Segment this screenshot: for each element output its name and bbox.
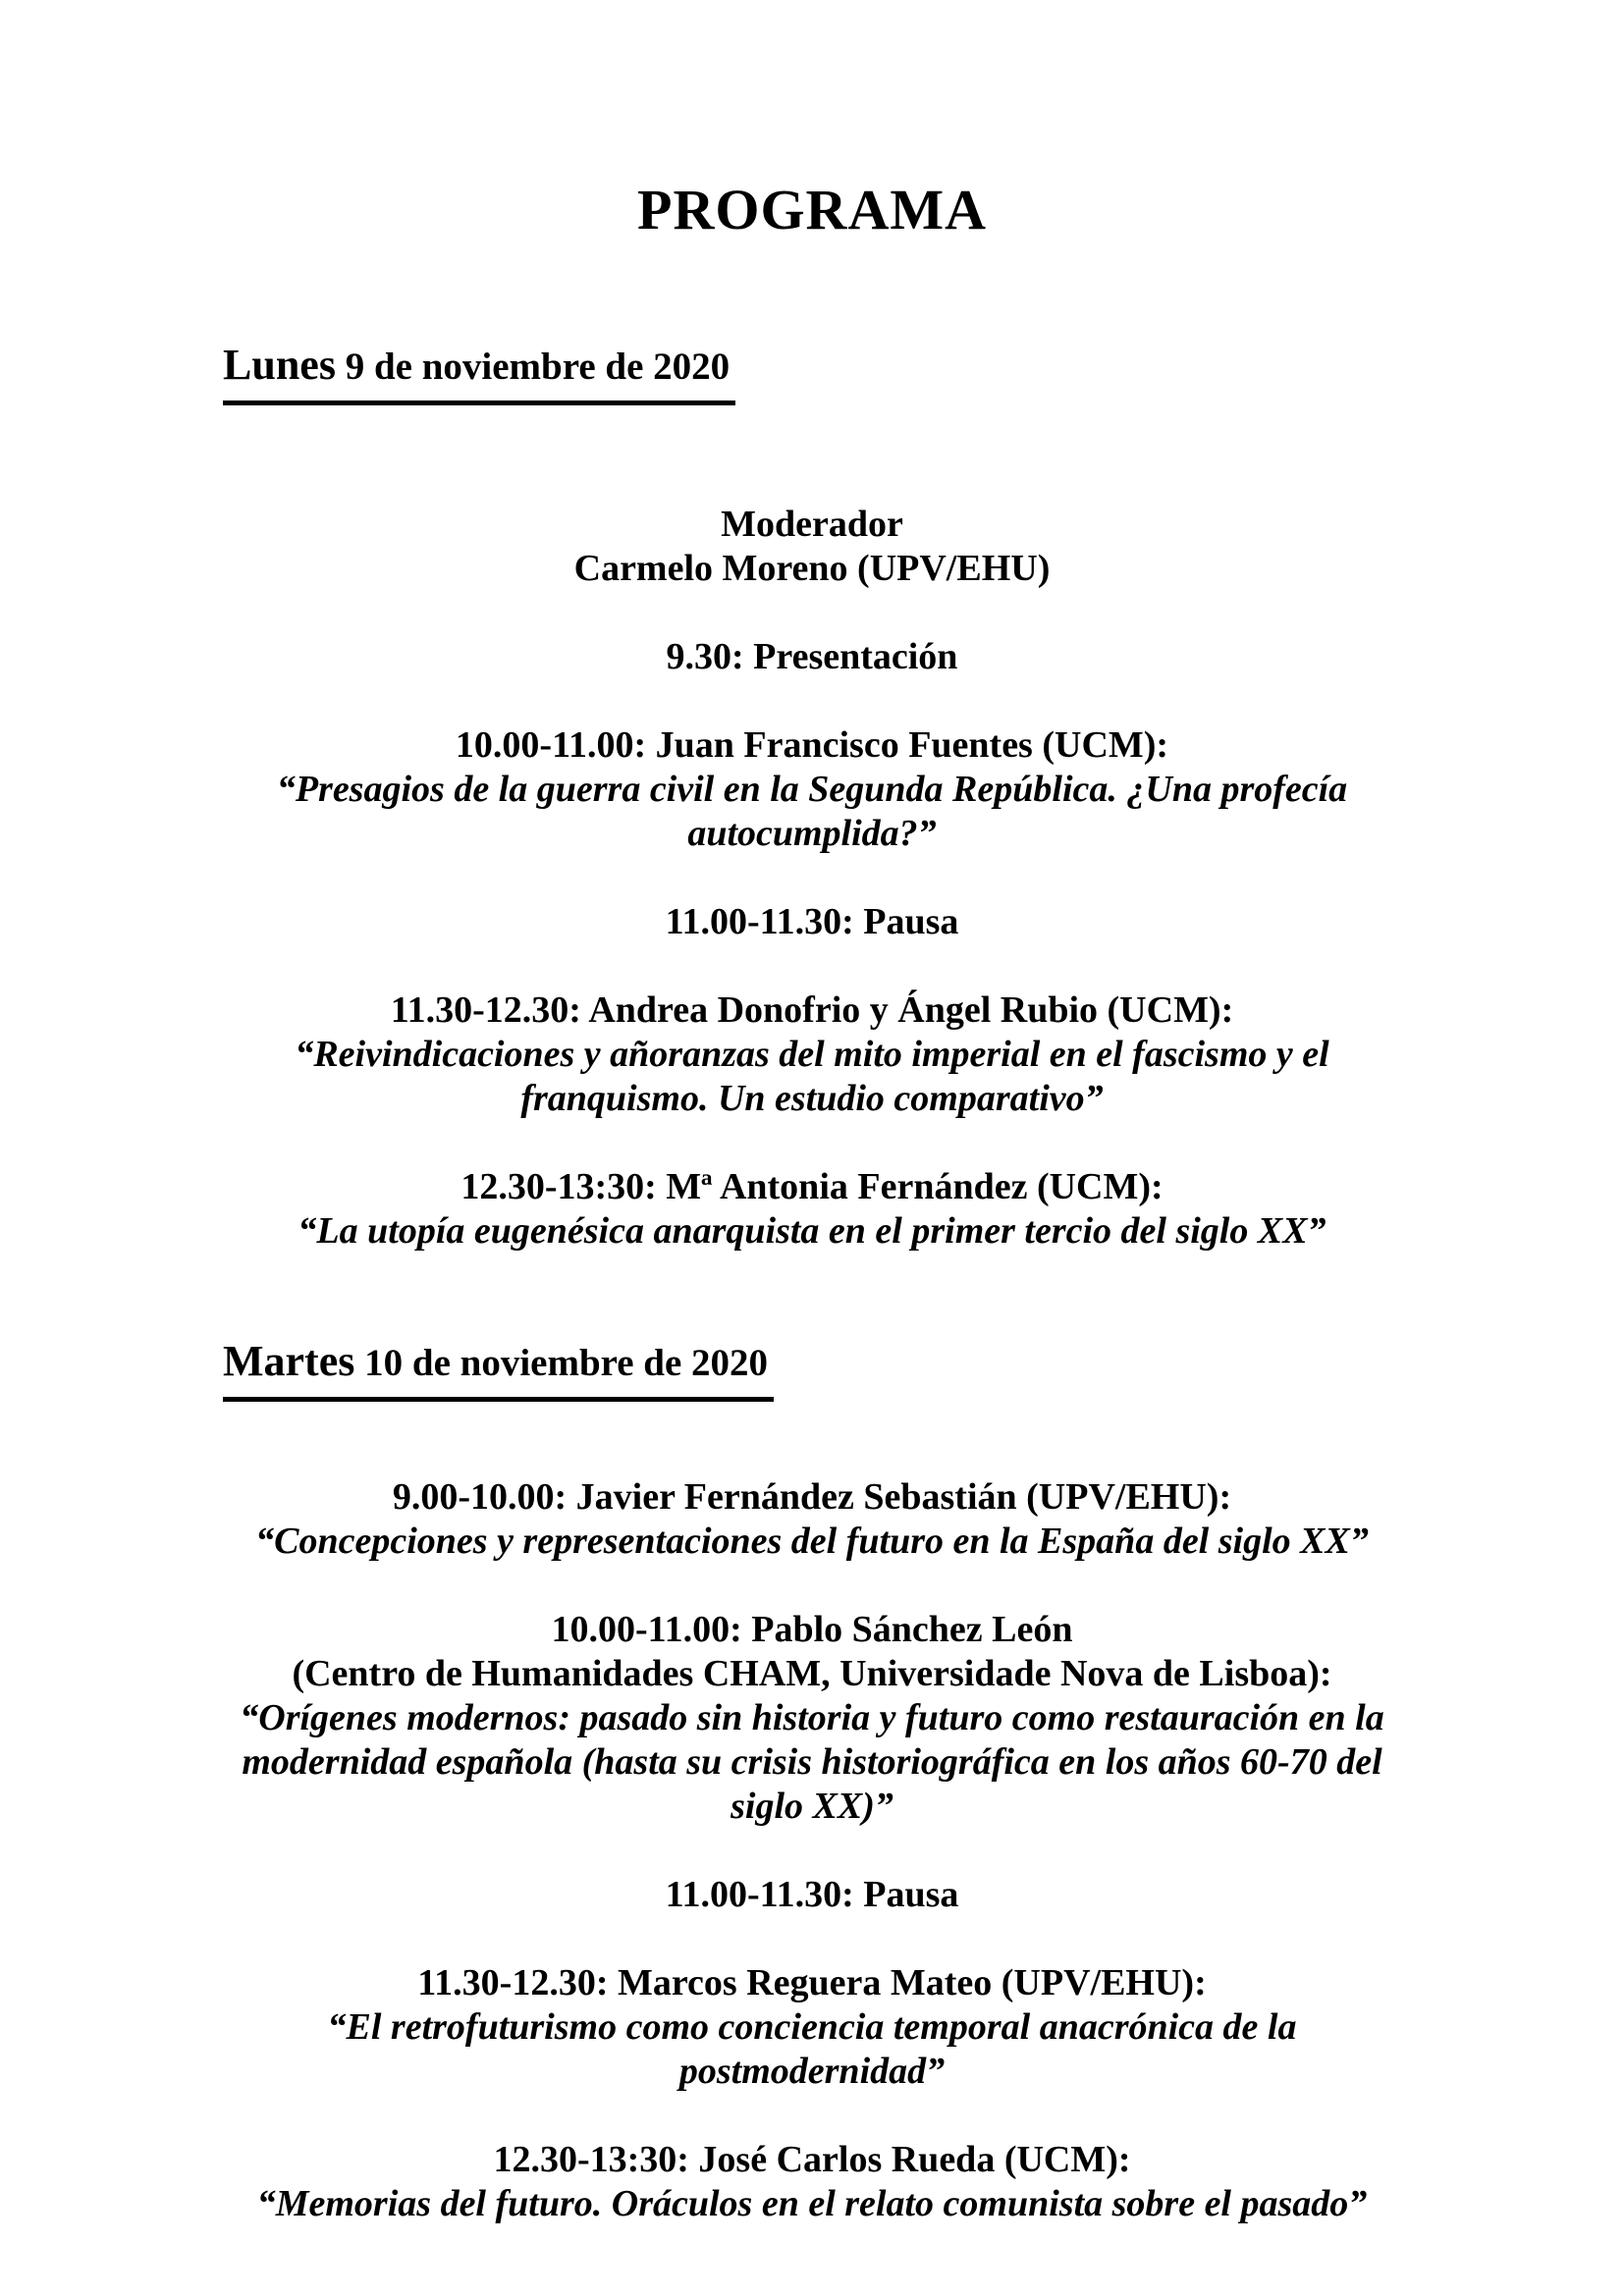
session-presentation bbox=[223, 635, 1401, 679]
session-fuentes bbox=[223, 723, 1401, 856]
session-quote: “El retrofuturismo como conciencia temporal anacrónica de la postmodernidad” bbox=[327, 2006, 1297, 2092]
session-rueda bbox=[223, 2138, 1401, 2226]
moderator-name: Carmelo Moreno (UPV/EHU) bbox=[573, 548, 1051, 589]
day-date: 9 de noviembre de 2020 bbox=[335, 346, 731, 388]
session-donofrio-rubio bbox=[223, 988, 1401, 1121]
moderator-block bbox=[223, 503, 1401, 591]
page-title: PROGRAMA bbox=[637, 178, 987, 241]
session-quote: “Presagios de la guerra civil en la Segunda República. ¿Una profecía autocumplida?” bbox=[276, 769, 1348, 854]
session-fernandez-sebastian bbox=[223, 1475, 1401, 1564]
session-quote: “La utopía eugenésica anarquista en el primer tercio del siglo XX” bbox=[298, 1210, 1326, 1252]
session-quote: “Orígenes modernos: pasado sin historia y futuro como restauración en la modernidad española (hasta su crisis historiográfica en los años 60-70 del siglo XX)” bbox=[240, 1697, 1384, 1827]
session-header: 11.00-11.30: Pausa bbox=[665, 901, 959, 942]
session-quote: “Reivindicaciones y añoranzas del mito imperial en el fascismo y el franquismo. Un estudio comparativo” bbox=[295, 1034, 1329, 1119]
session-header: 11.00-11.30: Pausa bbox=[665, 1874, 959, 1915]
session-header: 12.30-13:30: José Carlos Rueda (UCM): bbox=[493, 2139, 1131, 2180]
day-heading-underline bbox=[223, 1337, 774, 1402]
day-date: 10 de noviembre de 2020 bbox=[354, 1342, 769, 1384]
session-header: 11.30-12.30: Andrea Donofrio y Ángel Rubio (UCM): bbox=[390, 989, 1234, 1031]
session-quote: “Memorias del futuro. Oráculos en el relato comunista sobre el pasado” bbox=[256, 2183, 1368, 2224]
session-fernandez bbox=[223, 1165, 1401, 1254]
session-pausa bbox=[223, 900, 1401, 944]
session-pausa bbox=[223, 1873, 1401, 1917]
session-header: 9.00-10.00: Javier Fernández Sebastián (UPV/EHU): bbox=[392, 1476, 1232, 1518]
session-header: 10.00-11.00: Juan Francisco Fuentes (UCM): bbox=[455, 724, 1169, 766]
day-heading-martes bbox=[223, 1337, 1401, 1402]
day-section-lunes bbox=[223, 341, 1401, 1254]
session-header: 11.30-12.30: Marcos Reguera Mateo (UPV/EHU): bbox=[417, 1962, 1207, 2003]
day-section-martes bbox=[223, 1337, 1401, 2226]
session-affiliation: (Centro de Humanidades CHAM, Universidade Nova de Lisboa): bbox=[292, 1653, 1332, 1694]
day-heading-underline bbox=[223, 341, 735, 405]
session-sanchez-leon bbox=[223, 1608, 1401, 1829]
day-name: Martes bbox=[223, 1337, 355, 1385]
session-header: 12.30-13:30: Mª Antonia Fernández (UCM): bbox=[460, 1166, 1164, 1207]
session-header: 10.00-11.00: Pablo Sánchez León bbox=[551, 1609, 1073, 1650]
day-heading-lunes bbox=[223, 341, 1401, 405]
day-name: Lunes bbox=[223, 341, 336, 389]
session-header: 9.30: Presentación bbox=[666, 636, 958, 677]
session-quote: “Concepciones y representaciones del futuro en la España del siglo XX” bbox=[255, 1521, 1369, 1562]
moderator-label: Moderador bbox=[721, 504, 903, 545]
session-reguera-mateo bbox=[223, 1961, 1401, 2094]
